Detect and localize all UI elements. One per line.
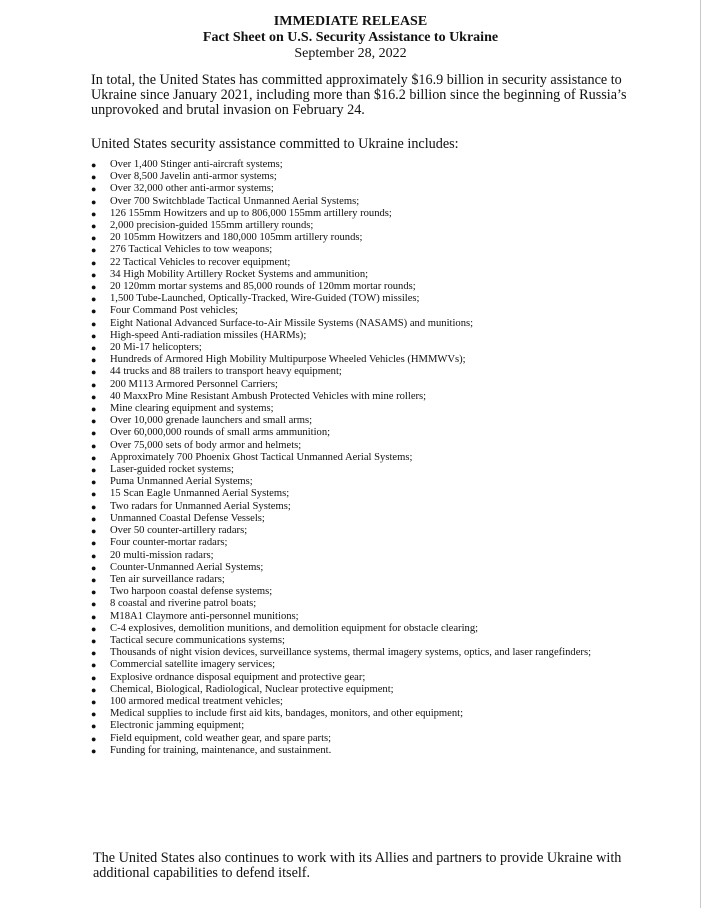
list-item-text: Eight National Advanced Surface-to-Air Missile Systems (NASAMS) and munitions; [110, 317, 474, 329]
bullet-icon: ● [91, 733, 97, 744]
list-item-text: 100 armored medical treatment vehicles; [110, 695, 283, 707]
list-item [91, 464, 631, 476]
list-item [91, 330, 631, 342]
list-item [91, 562, 631, 574]
list-item [91, 281, 631, 293]
bullet-icon: ● [91, 648, 97, 659]
bullet-icon: ● [91, 391, 97, 402]
list-item [91, 220, 631, 232]
bullet-icon: ● [91, 623, 97, 634]
bullet-icon: ● [91, 160, 97, 170]
bullet-icon: ● [91, 257, 97, 268]
list-item [91, 232, 631, 244]
list-item [91, 501, 631, 513]
bullet-icon: ● [91, 721, 97, 732]
list-item [91, 611, 631, 623]
list-item-text: 20 Mi-17 helicopters; [110, 342, 202, 354]
list-item-text: Four counter-mortar radars; [110, 537, 228, 549]
list-item-text: Over 75,000 sets of body armor and helmets; [110, 439, 302, 451]
list-item [91, 708, 631, 720]
list-item-text: Tactical secure communications systems; [110, 634, 285, 646]
bullet-icon: ● [91, 367, 97, 378]
list-item-text: 126 155mm Howitzers and up to 806,000 155mm artillery rounds; [110, 207, 392, 219]
list-item [91, 696, 631, 708]
list-item [91, 440, 631, 452]
list-item-text: Over 10,000 grenade launchers and small arms; [110, 415, 313, 427]
bullet-icon: ● [91, 416, 97, 427]
list-item-text: 22 Tactical Vehicles to recover equipment; [110, 256, 291, 268]
list-item [91, 647, 631, 659]
list-item-text: Unmanned Coastal Defense Vessels; [110, 512, 265, 524]
list-item [91, 574, 631, 586]
bullet-icon: ● [91, 294, 97, 305]
intro-paragraph: In total, the United States has committed approximately $16.9 billion in security assistance to Ukraine since January 2021, including more than $16.2 billion since the beginning of Russia’s unprovoked and brutal invasion on February 24. [91, 72, 627, 118]
list-item-text: Explosive ordnance disposal equipment and protective gear; [110, 671, 366, 683]
list-item-text: Medical supplies to include first aid kits, bandages, monitors, and other equipment; [110, 708, 464, 720]
list-item-text: 276 Tactical Vehicles to tow weapons; [110, 244, 273, 256]
list-item-text: Four Command Post vehicles; [110, 305, 239, 317]
bullet-icon: ● [91, 282, 97, 293]
bullet-icon: ● [91, 404, 97, 415]
list-item-text: Commercial satellite imagery services; [110, 659, 276, 671]
list-item-text: Field equipment, cold weather gear, and spare parts; [110, 732, 332, 744]
bullet-icon: ● [91, 538, 97, 549]
bullet-icon: ● [91, 696, 97, 707]
bullet-icon: ● [91, 489, 97, 500]
list-item [91, 354, 631, 366]
list-item [91, 513, 631, 525]
bullet-icon: ● [91, 269, 97, 280]
list-item-text: Laser-guided rocket systems; [110, 464, 234, 476]
bullet-icon: ● [91, 587, 97, 598]
list-item [91, 244, 631, 256]
bullet-icon: ● [91, 709, 97, 720]
bullet-icon: ● [91, 684, 97, 695]
bullet-icon: ● [91, 196, 97, 207]
bullet-icon: ● [91, 355, 97, 366]
list-item-text: Chemical, Biological, Radiological, Nuclear protective equipment; [110, 683, 394, 695]
closing-paragraph: The United States also continues to work with its Allies and partners to provide Ukraine with additional capabilities to defend itself. [93, 850, 622, 881]
list-item-text: Approximately 700 Phoenix Ghost Tactical Unmanned Aerial Systems; [110, 451, 413, 463]
bullet-icon: ● [91, 672, 97, 683]
bullet-icon: ● [91, 477, 97, 488]
list-item [91, 427, 631, 439]
bullet-icon: ● [91, 660, 97, 671]
list-item-text: Puma Unmanned Aerial Systems; [110, 476, 253, 488]
list-item-text: Over 8,500 Javelin anti-armor systems; [110, 171, 277, 183]
bullet-icon: ● [91, 208, 97, 219]
list-item-text: Two radars for Unmanned Aerial Systems; [110, 500, 291, 512]
bullet-icon: ● [91, 233, 97, 244]
list-item [91, 452, 631, 464]
list-item [91, 196, 631, 208]
list-item-text: 40 MaxxPro Mine Resistant Ambush Protected Vehicles with mine rollers; [110, 390, 427, 402]
list-item [91, 733, 631, 745]
list-item-text: 20 multi-mission radars; [110, 549, 214, 561]
bullet-icon: ● [91, 306, 97, 317]
bullet-icon: ● [91, 635, 97, 646]
bullet-icon: ● [91, 379, 97, 390]
list-item [91, 208, 631, 220]
list-item-text: Ten air surveillance radars; [110, 573, 225, 585]
list-item-text: Over 60,000,000 rounds of small arms ammunition; [110, 427, 331, 439]
list-item [91, 171, 631, 183]
list-item-text: 44 trucks and 88 trailers to transport heavy equipment; [110, 366, 342, 378]
list-item [91, 745, 631, 757]
bullet-icon: ● [91, 245, 97, 256]
bullet-icon: ● [91, 330, 97, 341]
list-item-text: 8 coastal and riverine patrol boats; [110, 598, 257, 610]
list-item [91, 476, 631, 488]
bullet-icon: ● [91, 611, 97, 622]
list-item [91, 257, 631, 269]
list-item-text: Two harpoon coastal defense systems; [110, 586, 273, 598]
list-item [91, 305, 631, 317]
list-item-text: 34 High Mobility Artillery Rocket Systems and ammunition; [110, 268, 369, 280]
list-heading: United States security assistance committed to Ukraine includes: [91, 136, 459, 152]
list-item [91, 623, 631, 635]
list-item [91, 635, 631, 647]
bullet-icon: ● [91, 745, 97, 756]
list-item [91, 720, 631, 732]
list-item [91, 598, 631, 610]
list-item-text: Hundreds of Armored High Mobility Multipurpose Wheeled Vehicles (HMMWVs); [110, 354, 466, 366]
list-item-text: Funding for training, maintenance, and sustainment. [110, 744, 332, 756]
bullet-icon: ● [91, 428, 97, 439]
list-item [91, 293, 631, 305]
bullet-icon: ● [91, 440, 97, 451]
list-item-text: 200 M113 Armored Personnel Carriers; [110, 378, 278, 390]
list-item [91, 488, 631, 500]
list-item [91, 684, 631, 696]
list-item [91, 659, 631, 671]
bullet-icon: ● [91, 501, 97, 512]
bullet-icon: ● [91, 184, 97, 195]
list-item-text: Thousands of night vision devices, surveillance systems, thermal imagery systems, optics, and laser rangefinders; [110, 647, 592, 659]
bullet-icon: ● [91, 513, 97, 524]
bullet-icon: ● [91, 343, 97, 354]
list-item [91, 586, 631, 598]
bullet-icon: ● [91, 562, 97, 573]
list-item [91, 415, 631, 427]
list-item-text: C-4 explosives, demolition munitions, and demolition equipment for obstacle clearing; [110, 622, 479, 634]
list-item [91, 183, 631, 195]
list-item [91, 550, 631, 562]
document-date: September 28, 2022 [294, 46, 407, 61]
list-item-text: 20 120mm mortar systems and 85,000 rounds of 120mm mortar rounds; [110, 281, 416, 293]
bullet-icon: ● [91, 574, 97, 585]
bullet-icon: ● [91, 452, 97, 463]
list-item-text: 1,500 Tube-Launched, Optically-Tracked, Wire-Guided (TOW) missiles; [110, 293, 420, 305]
list-item-text: M18A1 Claymore anti-personnel munitions; [110, 610, 299, 622]
bullet-icon: ● [91, 221, 97, 232]
document-header [0, 14, 701, 62]
bullet-icon: ● [91, 318, 97, 329]
bullet-icon: ● [91, 599, 97, 610]
bullet-icon: ● [91, 526, 97, 537]
list-item-text: 15 Scan Eagle Unmanned Aerial Systems; [110, 488, 290, 500]
list-item [91, 672, 631, 684]
release-label: IMMEDIATE RELEASE [273, 14, 428, 29]
list-item [91, 391, 631, 403]
list-item [91, 366, 631, 378]
list-item-text: High-speed Anti-radiation missiles (HARMs); [110, 329, 307, 341]
list-item [91, 525, 631, 537]
document-title: Fact Sheet on U.S. Security Assistance to Ukraine [202, 30, 499, 45]
list-item [91, 379, 631, 391]
list-item-text: Electronic jamming equipment; [110, 720, 245, 732]
list-item [91, 537, 631, 549]
list-item-text: 20 105mm Howitzers and 180,000 105mm artillery rounds; [110, 232, 363, 244]
assistance-list [91, 159, 631, 757]
list-item [91, 159, 631, 171]
bullet-icon: ● [91, 465, 97, 476]
list-item-text: Over 1,400 Stinger anti-aircraft systems; [110, 159, 283, 170]
list-item [91, 403, 631, 415]
list-item [91, 318, 631, 330]
bullet-icon: ● [91, 172, 97, 183]
bullet-icon: ● [91, 550, 97, 561]
list-item-text: Over 50 counter-artillery radars; [110, 525, 248, 537]
list-item-text: Mine clearing equipment and systems; [110, 403, 274, 415]
list-item [91, 269, 631, 281]
list-item-text: Over 32,000 other anti-armor systems; [110, 183, 274, 195]
list-item-text: Counter-Unmanned Aerial Systems; [110, 561, 264, 573]
list-item-text: 2,000 precision-guided 155mm artillery rounds; [110, 220, 314, 232]
list-item-text: Over 700 Switchblade Tactical Unmanned Aerial Systems; [110, 195, 360, 207]
list-item [91, 342, 631, 354]
